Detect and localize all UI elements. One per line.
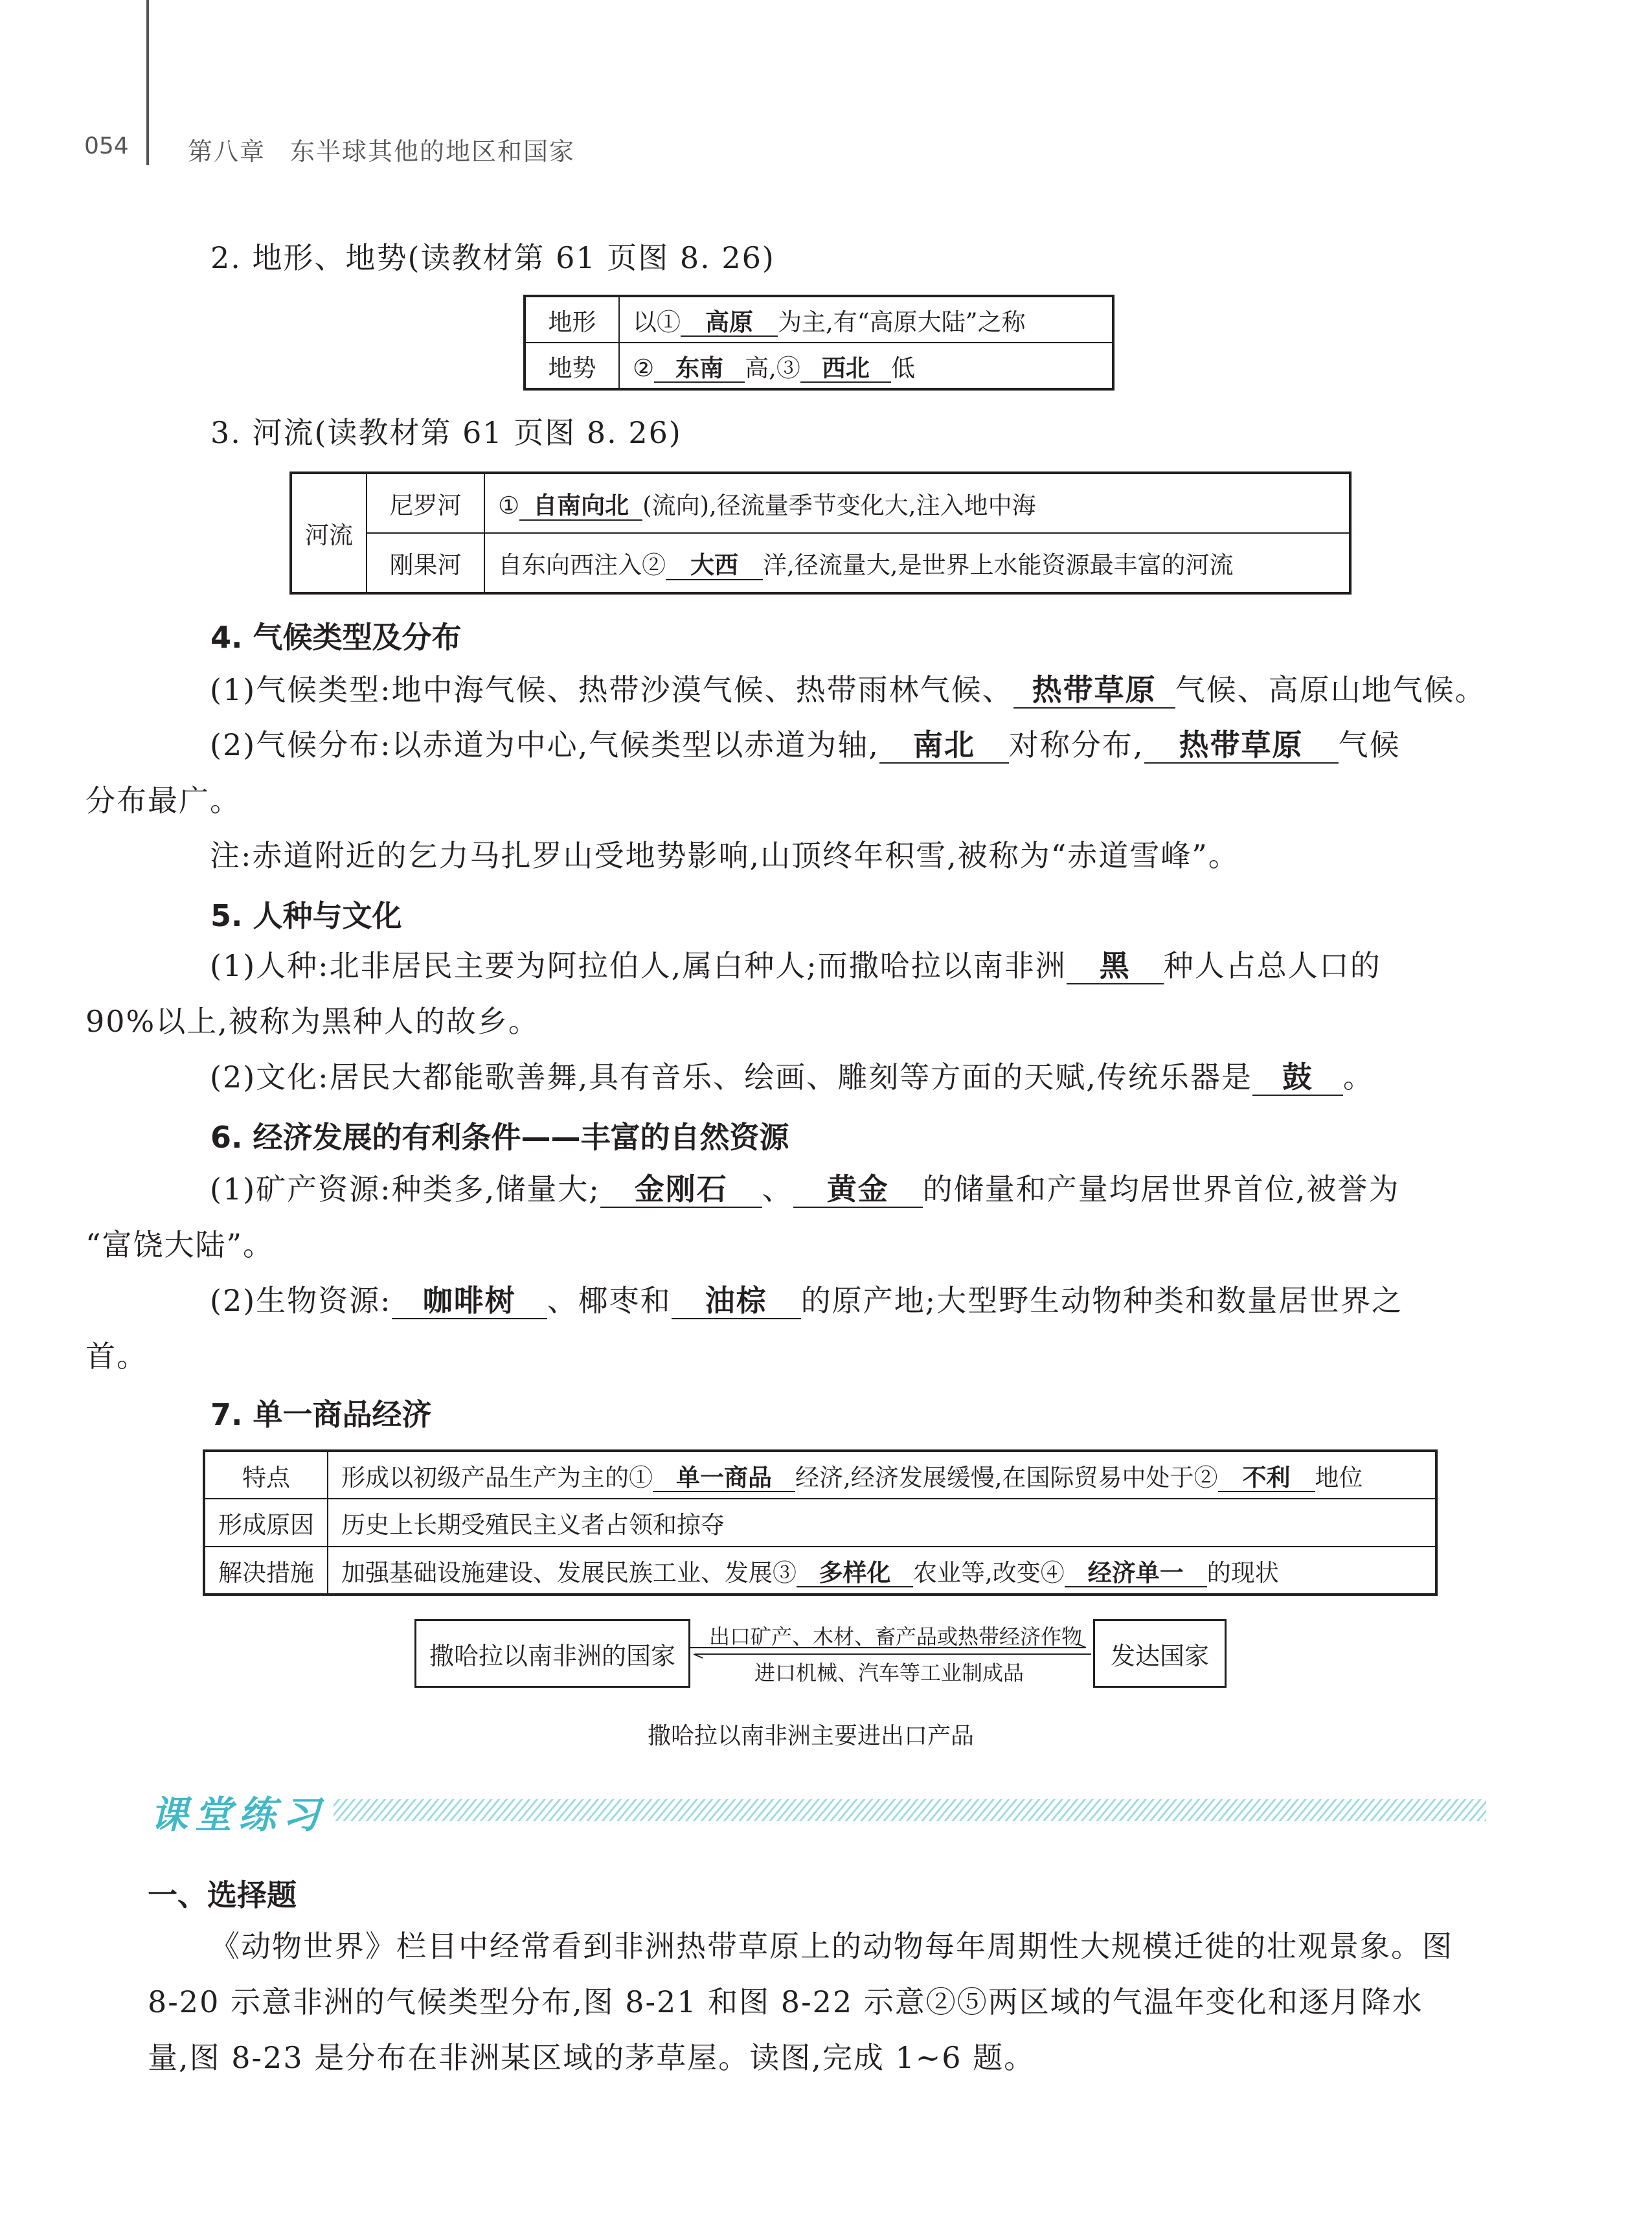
terrain-blank: 高原 (681, 310, 778, 337)
terrain-cell (619, 296, 1113, 343)
practice-intro-line-3: 量,图 8-23 是分布在非洲某区域的茅草屋。读图,完成 1~6 题。 (148, 2040, 1035, 2075)
climate-dist-mid: 对称分布, (1008, 727, 1144, 762)
climate-type-post: 气候、高原山地气候。 (1175, 672, 1486, 707)
measure-blank-1: 多样化 (797, 1560, 913, 1588)
chapter-header (188, 131, 600, 167)
terrain-label: 地形 (525, 296, 619, 343)
measure-blank-2: 经济单一 (1065, 1560, 1207, 1588)
feature-cell (328, 1451, 1436, 1499)
kilimanjaro-note: 注:赤道附近的乞力马扎罗山受地势影响,山顶终年积雪,被称为“赤道雪峰”。 (210, 838, 1239, 873)
nile-post: (流向),径流量季节变化大,注入地中海 (642, 492, 1036, 519)
cause-label: 形成原因 (204, 1499, 328, 1547)
measure-label: 解决措施 (204, 1547, 328, 1595)
mineral-blank-1: 金刚石 (600, 1172, 762, 1208)
river-group-label: 河流 (291, 473, 367, 593)
feature-blank-1: 单一商品 (653, 1465, 795, 1493)
terrain-table (523, 295, 1115, 391)
climate-dist-line2: 分布最广。 (85, 783, 241, 818)
flow-africa-box: 撒哈拉以南非洲的国家 (414, 1619, 690, 1688)
flow-arrows (688, 1644, 1093, 1659)
header-divider (146, 0, 149, 165)
climate-dist-post: 气候 (1338, 727, 1401, 762)
biology-pre: (2)生物资源: (210, 1283, 392, 1318)
slope-blank-1: 东南 (654, 356, 745, 383)
practice-banner: 课堂练习 (150, 1793, 327, 1837)
climate-dist-blank-1: 南北 (879, 728, 1009, 764)
race-line2: 90%以上,被称为黑种人的故乡。 (85, 1004, 539, 1039)
climate-dist-blank-2: 热带草原 (1144, 728, 1339, 764)
mineral-paragraph (85, 1161, 1495, 1273)
measure-pre: 加强基础设施建设、发展民族工业、发展③ (341, 1558, 797, 1587)
page-number: 054 (84, 133, 129, 159)
feature-pre: 形成以初级产品生产为主的① (341, 1463, 653, 1492)
flow-caption: 撒哈拉以南非洲主要进出口产品 (648, 1723, 975, 1749)
feature-label: 特点 (204, 1451, 328, 1499)
biology-mid: 、椰枣和 (547, 1283, 672, 1318)
congo-cell (484, 533, 1350, 593)
mineral-blank-2: 黄金 (793, 1172, 923, 1208)
slope-label: 地势 (525, 343, 619, 389)
culture-pre: (2)文化:居民大都能歌善舞,具有音乐、绘画、雕刻等方面的天赋,传统乐器是 (210, 1060, 1252, 1095)
nile-cell (484, 473, 1350, 533)
section-6-title: 6. 经济发展的有利条件——丰富的自然资源 (210, 1120, 789, 1155)
race-post: 种人占总人口的 (1163, 948, 1381, 983)
mineral-mid: 、 (762, 1172, 793, 1207)
banner-hatch (334, 1799, 1486, 1821)
culture-blank: 鼓 (1252, 1060, 1343, 1096)
practice-intro-line-1: 《动物世界》栏目中经常看到非洲热带草原上的动物每年周期性大规模迁徙的壮观景象。图 (210, 1929, 1453, 1964)
congo-pre: 自东向西注入② (498, 551, 666, 579)
section-2-title: 2. 地形、地势(读教材第 61 页图 8. 26) (210, 240, 775, 275)
congo-post: 洋,径流量大,是世界上水能资源最丰富的河流 (763, 551, 1234, 579)
measure-cell (328, 1547, 1436, 1595)
practice-intro-line-2: 8-20 示意非洲的气候类型分布,图 8-21 和图 8-22 示意②⑤两区域的气温年变化和逐月降水 (148, 1984, 1423, 2019)
chapter-title: 东半球其他的地区和国家 (290, 137, 576, 166)
biology-line2: 首。 (85, 1339, 148, 1374)
climate-type-blank: 热带草原 (1013, 673, 1175, 709)
congo-blank: 大西 (666, 552, 763, 580)
measure-post: 的现状 (1206, 1558, 1279, 1587)
climate-type-pre: (1)气候类型:地中海气候、热带沙漠气候、热带雨林气候、 (210, 672, 1013, 707)
slope-blank-2: 西北 (800, 356, 891, 383)
culture-paragraph (148, 1049, 1495, 1105)
mineral-post: 的储量和产量均居世界首位,被誉为 (922, 1172, 1400, 1207)
slope-cell (619, 343, 1113, 389)
terrain-post: 为主,有“高原大陆”之称 (778, 308, 1026, 336)
race-blank: 黑 (1067, 949, 1164, 984)
mineral-line2: “富饶大陆”。 (85, 1227, 275, 1262)
section-5-title: 5. 人种与文化 (210, 898, 402, 933)
cause-text: 历史上长期受殖民主义者占领和掠夺 (328, 1499, 1436, 1547)
race-pre: (1)人种:北非居民主要为阿拉伯人,属白种人;而撒哈拉以南非洲 (210, 948, 1067, 983)
measure-mid: 农业等,改变④ (913, 1558, 1065, 1587)
mineral-pre: (1)矿产资源:种类多,储量大; (210, 1172, 600, 1207)
economy-table (203, 1449, 1438, 1596)
nile-blank: 自南向北 (519, 493, 642, 521)
biology-blank-1: 咖啡树 (392, 1284, 547, 1319)
choice-section-title: 一、选择题 (148, 1878, 297, 1913)
climate-dist-pre: (2)气候分布:以赤道为中心,气候类型以赤道为轴, (210, 727, 879, 762)
section-4-title: 4. 气候类型及分布 (210, 620, 462, 655)
slope-post: 低 (890, 354, 915, 382)
nile-label: 尼罗河 (367, 473, 484, 533)
river-table (289, 471, 1352, 595)
slope-mid: 高,③ (745, 354, 800, 382)
biology-paragraph (85, 1273, 1495, 1384)
flow-export-label: 出口矿产、木材、畜产品或热带经济作物 (709, 1624, 1083, 1649)
slope-pre: ② (633, 354, 655, 382)
climate-type-paragraph (148, 662, 1495, 718)
climate-distribution-paragraph (85, 717, 1495, 828)
feature-mid: 经济,经济发展缓慢,在国际贸易中处于② (795, 1463, 1218, 1492)
section-3-title: 3. 河流(读教材第 61 页图 8. 26) (210, 415, 682, 450)
section-7-title: 7. 单一商品经济 (210, 1397, 432, 1432)
feature-blank-2: 不利 (1218, 1465, 1315, 1493)
biology-blank-2: 油棕 (672, 1284, 801, 1319)
culture-post: 。 (1342, 1060, 1374, 1095)
feature-post: 地位 (1315, 1463, 1363, 1492)
race-paragraph (85, 938, 1495, 1049)
biology-post: 的原产地;大型野生动物种类和数量居世界之 (800, 1283, 1403, 1318)
terrain-pre: 以① (633, 308, 681, 336)
flow-import-label: 进口机械、汽车等工业制成品 (754, 1661, 1024, 1685)
flow-developed-box: 发达国家 (1093, 1619, 1227, 1688)
congo-label: 刚果河 (367, 533, 484, 593)
chapter-number: 第八章 (188, 137, 266, 166)
nile-pre: ① (498, 492, 520, 519)
